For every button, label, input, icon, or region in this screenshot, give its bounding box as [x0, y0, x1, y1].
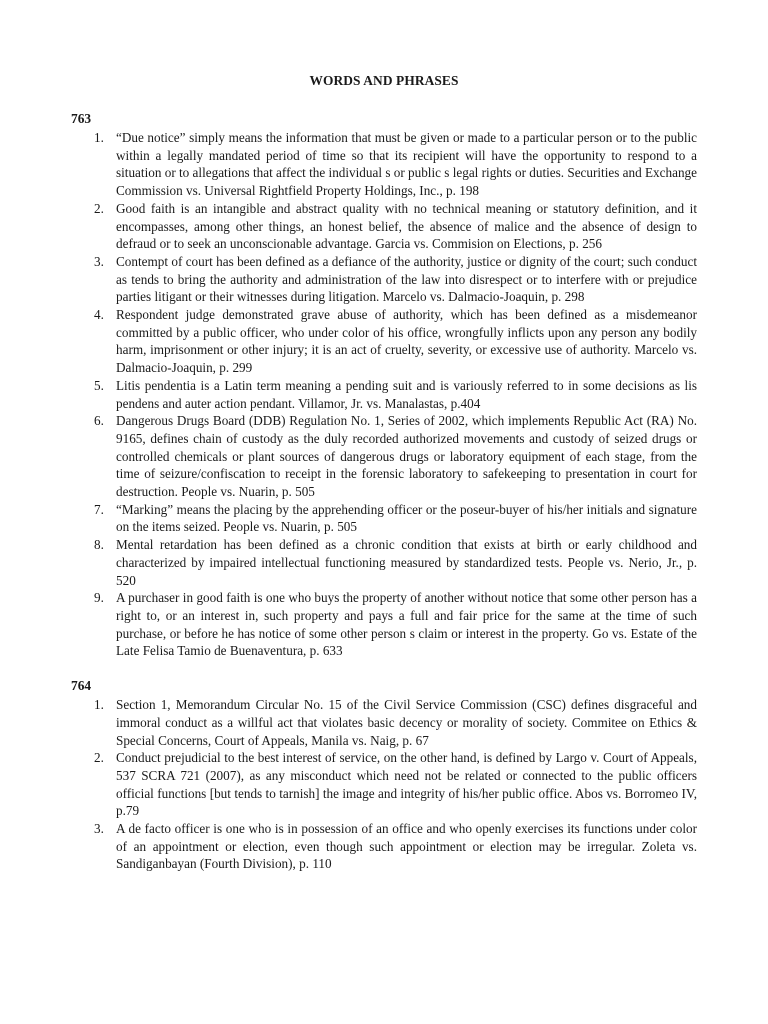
item-number: 1.: [94, 130, 104, 145]
document-title: WORDS AND PHRASES: [309, 73, 459, 88]
list-item: [71, 696, 697, 749]
item-text: Section 1, Memorandum Circular No. 15 of the Civil Service Commission (CSC) defines disgraceful and immoral conduct as a willful act that violates basic decency or morality of society. Commitee on Ethics & Special Concerns, Court of Appeals, Manila vs. Naig, p. 67: [116, 697, 697, 748]
item-number: 8.: [94, 537, 104, 553]
item-number: 2.: [94, 750, 104, 766]
item-text: Contempt of court has been defined as a defiance of the authority, justice or dignity of the court; such conduct as tends to bring the authority and administration of the law into disrespect or to interfere with or prejudice parties litigant or their witnesses during litigation. Marcelo vs. Dalmacio-Joaquin, p. 298: [116, 253, 697, 305]
item-text: Dangerous Drugs Board (DDB) Regulation No. 1, Series of 2002, which implements Republic Act (RA) No. 9165, defines chain of custody as the duly recorded authorized movements and custody of seized drugs or controlled chemicals or plant sources of dangerous drugs or laboratory equipment of each stage, from the time of seizure/confiscation to receipt in the forensic laboratory to safekeeping to presentation in court for destruction. People vs. Nuarin, p. 505: [116, 413, 697, 500]
list-item: [71, 129, 697, 200]
list-item: [71, 377, 697, 412]
item-text: Litis pendentia is a Latin term meaning a pending suit and is variously referred to in some decisions as lis pendens and auter action pendant. Villamor, Jr. vs. Manalastas, p.404: [116, 377, 697, 411]
item-text: Mental retardation has been defined as a chronic condition that exists at birth or early childhood and characterized by impaired intellectual functioning measured by standardized tests. People vs. Nerio, Jr., p. 520: [116, 537, 697, 588]
item-text: “Due notice” simply means the information that must be given or made to a particular person or to the public within a legally mandated period of time so that its recipient will have the opportunity to respond to a situation or to allegations that affect the individual s or public s legal rights or duties. Securities and Exchange Commission vs. Universal Rightfield Property Holdings, Inc., p. 198: [116, 130, 697, 199]
item-text: A de facto officer is one who is in possession of an office and who openly exercises its functions under color of an appointment or election, even though such appointment or election may be irregular. Zoleta vs. Sandiganbayan (Fourth Division), p. 110: [116, 821, 697, 872]
item-number: 7.: [94, 501, 104, 517]
definition-list: [71, 129, 697, 660]
item-number: 1.: [94, 697, 104, 713]
section-number: 763: [71, 111, 92, 126]
list-item: [71, 253, 697, 306]
item-text: “Marking” means the placing by the apprehending officer or the poseur-buyer of his/her initials and signature on the items seized. People vs. Nuarin, p. 505: [116, 501, 697, 535]
item-text: Conduct prejudicial to the best interest of service, on the other hand, is defined by Largo v. Court of Appeals, 537 SCRA 721 (2007), as any misconduct which need not be related or connected to the public officers official functions [but tends to tarnish] the image and integrity of his/her public office. Abos vs. Borromeo IV, p.79: [116, 750, 697, 819]
list-item: [71, 589, 697, 660]
section-763: [71, 110, 697, 660]
item-text: Respondent judge demonstrated grave abuse of authority, which has been defined as a misdemeanor committed by a public officer, who under color of his office, wrongfully inflicts upon any person any bodily harm, imprisonment or other injury; it is an act of cruelty, severity, or excessive use of authority. Marcelo vs. Dalmacio-Joaquin, p. 299: [116, 307, 697, 376]
item-text: Good faith is an intangible and abstract quality with no technical meaning or statutory definition, and it encompasses, among other things, an honest belief, the absence of malice and the absence of design to defraud or to seek an unconscionable advantage. Garcia vs. Commision on Elections, p. 256: [116, 200, 697, 252]
item-text: A purchaser in good faith is one who buys the property of another without notice that some other person has a right to, or an interest in, such property and pays a full and fair price for the same at the time of such purchase, or before he has notice of some other person s claim or interest in the property. Go vs. Estate of the Late Felisa Tamio de Buenaventura, p. 633: [116, 590, 697, 659]
item-number: 3.: [94, 821, 104, 837]
section-764: [71, 677, 697, 873]
item-number: 2.: [94, 200, 104, 216]
item-number: 4.: [94, 307, 104, 323]
list-item: [71, 749, 697, 820]
list-item: [71, 306, 697, 377]
item-number: 9.: [94, 590, 104, 606]
item-number: 5.: [94, 377, 104, 393]
list-item: [71, 200, 697, 253]
list-item: [71, 820, 697, 873]
item-number: 6.: [94, 413, 104, 429]
item-number: 3.: [94, 253, 104, 269]
list-item: [71, 536, 697, 589]
list-item: [71, 501, 697, 536]
definition-list: [71, 696, 697, 873]
list-item: [71, 412, 697, 501]
section-number: 764: [71, 678, 92, 694]
